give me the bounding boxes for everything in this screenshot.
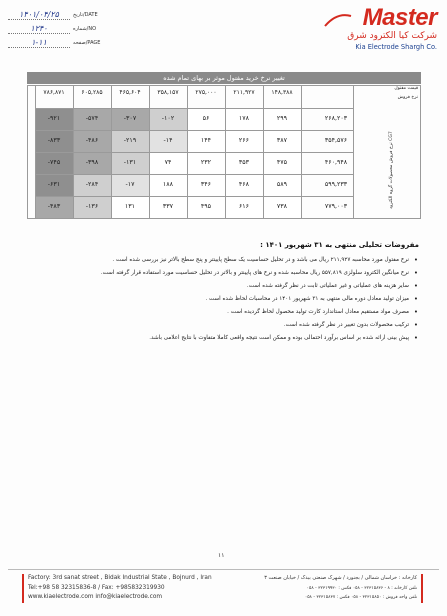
page-field [8,36,123,50]
table-cell: ۶۱۶ [225,196,263,218]
table-cell: ۳۳۷ [149,196,187,218]
table-corner-header [353,85,421,101]
table-cell: ۷۳۸ [263,196,301,218]
table-cell: -۳۰۷ [111,108,149,130]
table-grid-line [353,85,354,218]
footer-address: Factory: 3rd sanat street , Bidak Industrial State , Bojnurd , Iran [28,575,212,581]
row-header: ۲۶۸,۲۰۳ [324,115,348,122]
column-header: ۳۵۸,۱۵۷ [157,89,179,96]
table-cell: -۱۳۱ [111,152,149,174]
footer-divider [8,569,439,570]
table-cell: ۴۶۸ [225,174,263,196]
footer-phone: Tel:+98 58 32315836-8 / Fax: +985832319930 [28,584,165,591]
logo-swoosh-icon [323,10,353,30]
table-cell: -۱۴ [149,130,187,152]
table-grid-line [35,196,353,197]
column-header: ۷۸۶,۸۷۱ [43,89,65,96]
table-cell: -۵۷۴ [73,108,111,130]
corner-bottom-label: نرخ فروش [397,95,418,100]
column-header: ۲۱۱,۹۲۷ [233,89,255,96]
sensitivity-table [27,72,421,229]
table-grid-line [225,85,226,218]
table-cell: -۲۱۹ [111,130,149,152]
table-cell: ۲۶۶ [225,130,263,152]
table-grid-line [27,85,421,86]
table-grid-line [27,85,28,218]
table-grid-line [111,85,112,218]
table-grid-line [420,85,421,218]
table-cell: ۷۴ [149,152,187,174]
table-cell: ۴۷۵ [263,152,301,174]
footer-fa-sales-phone: تلفن واحد فروش : ۳۲۳۱۵۸۵۰ - ۰۵۸ فکس : ۳۲۳۱۵۸۳۷ - ۰۵۸ [304,595,417,600]
logo-english-name: Kia Electrode Shargh Co. [355,43,437,51]
table-grid-line [149,85,150,218]
note-item: • نرخ میانگین الکترود سلولزی ۵۵۷,۸۱۹ ریال محاسبه شده و نرخ های پایینتر و بالاتر در تحلیل حساسیت مورد استفاده قرار گرفته است. [40,269,418,278]
note-item: • مصرف مواد مستقیم معادل استاندارد کارت تولید محصول لحاظ گردیده است . [40,308,418,317]
table-cell: ۳۸۷ [263,130,301,152]
table-grid-line [35,130,353,131]
table-cell: -۴۸۳ [35,196,73,218]
table-cell: ۱۸۸ [149,174,187,196]
table-cell: ۱۳۱ [111,196,149,218]
footer-fa-factory-phone: تلفن کارخانه : ۸ - ۳۲۳۱۵۸۳۶ - ۰۵۸ فکس : ۳۲۳۱۹۹۳۰ - ۰۵۸ [306,585,417,591]
table-cell: ۲۳۲ [187,152,225,174]
table-cell: ۵۶ [187,108,225,130]
column-header: ۴۶۵,۶۰۴ [119,89,141,96]
table-grid-line [73,85,74,218]
company-logo [319,6,437,51]
table-grid-line [35,174,353,175]
table-grid-line [187,85,188,218]
table-cell: ۳۵۳ [225,152,263,174]
row-header: ۴۶۰,۹۴۸ [324,159,348,166]
table-grid-line [35,85,36,218]
table-side-label: نرخ فروش محصولات گروه الکترود CG7 [389,131,394,209]
number-value: ۱۲۴۰ [8,24,70,34]
table-grid-line [35,108,353,109]
table-cell: ۲۹۹ [263,108,301,130]
corner-top-label: قیمت مفتول [394,86,418,91]
table-cell: -۳۹۸ [73,152,111,174]
page-number: ۱۱ [218,552,225,559]
table-cell: -۱۰۲ [149,108,187,130]
column-header: ۶۰۵,۲۸۵ [81,89,103,96]
row-header: ۵۹۹,۲۳۳ [324,181,348,188]
page-label: صفحه/PAGE [73,40,101,46]
number-label: شماره/NO [73,26,97,32]
column-header: ۱۴۸,۳۸۸ [271,89,293,96]
date-field [8,8,123,22]
table-cell: -۶۳۱ [35,174,73,196]
note-item: • پیش بینی ارائه شده بر اساس برآورد احتمالی بوده و ممکن است نتیجه واقعی کاملا متفاوت با نتایج اعلامی باشد. [40,334,418,343]
notes-list [40,256,418,347]
footer-persian-contact [227,574,423,603]
date-label: تاریخ/DATE [73,12,98,18]
table-grid-line [301,85,302,218]
table-grid-line [27,218,421,219]
note-item: • نرخ مفتول مورد محاسبه ۲۱۱,۹۲۷ ریال می باشد و در تحلیل حساسیت یک سطح پایینتر و پنج سطح بالاتر نیز بررسی شده است . [40,256,418,265]
row-header: ۳۵۴,۵۷۶ [324,137,348,144]
note-item: • ترکیب محصولات بدون تغییر در نظر گرفته شده است. [40,321,418,330]
footer-english-contact [22,574,238,603]
table-grid-line [35,152,353,153]
header-fields [8,8,123,50]
logo-persian-name: شرکت کیا الکترود شرق [347,31,437,41]
logo-wordmark: Master [362,4,437,31]
notes-title: مفروضات تحلیلی منتهی به ۳۱ شهریور ۱۴۰۱ : [260,241,419,249]
note-item: • میزان تولید معادل دوره مالی منتهی به ۳۱ شهریور ۱۴۰۱ در محاسبات لحاظ شده است . [40,295,418,304]
table-cell: ۵۸۹ [263,174,301,196]
note-item: • سایر هزینه های عملیاتی و غیر عملیاتی ثابت در نظر گرفته شده است. [40,282,418,291]
number-field [8,22,123,36]
table-cell: -۸۳۳ [35,130,73,152]
table-cell: ۱۴۴ [187,130,225,152]
table-cell: ۳۴۶ [187,174,225,196]
table-cell: -۷۴۵ [35,152,73,174]
table-cell: ۱۷۸ [225,108,263,130]
table-title: تغییر نرخ خرید مفتول موثر بر بهای تمام شده [27,72,421,84]
date-value: ۱۴۰۱/۰۴/۲۵ [8,10,70,20]
table-cell: -۱۷ [111,174,149,196]
table-cell: -۹۲۱ [35,108,73,130]
table-cell: -۱۳۶ [73,196,111,218]
table-cell: ۴۹۵ [187,196,225,218]
column-header: ۲۷۵,۰۰۰ [195,89,217,96]
table-grid-line [263,85,264,218]
table-cell: -۲۸۴ [73,174,111,196]
table-cell: -۴۸۶ [73,130,111,152]
footer-web: www.kiaelectrode.com info@kiaelectrode.com [28,594,163,600]
row-header: ۷۷۹,۰۰۳ [324,203,348,210]
page-value: ۱-۱۱ [8,38,70,48]
footer-fa-address: کارخانه : خراسان شمالی / بجنورد / شهرک صنعتی بیدک / خیابان صنعت ۳ [264,575,417,581]
